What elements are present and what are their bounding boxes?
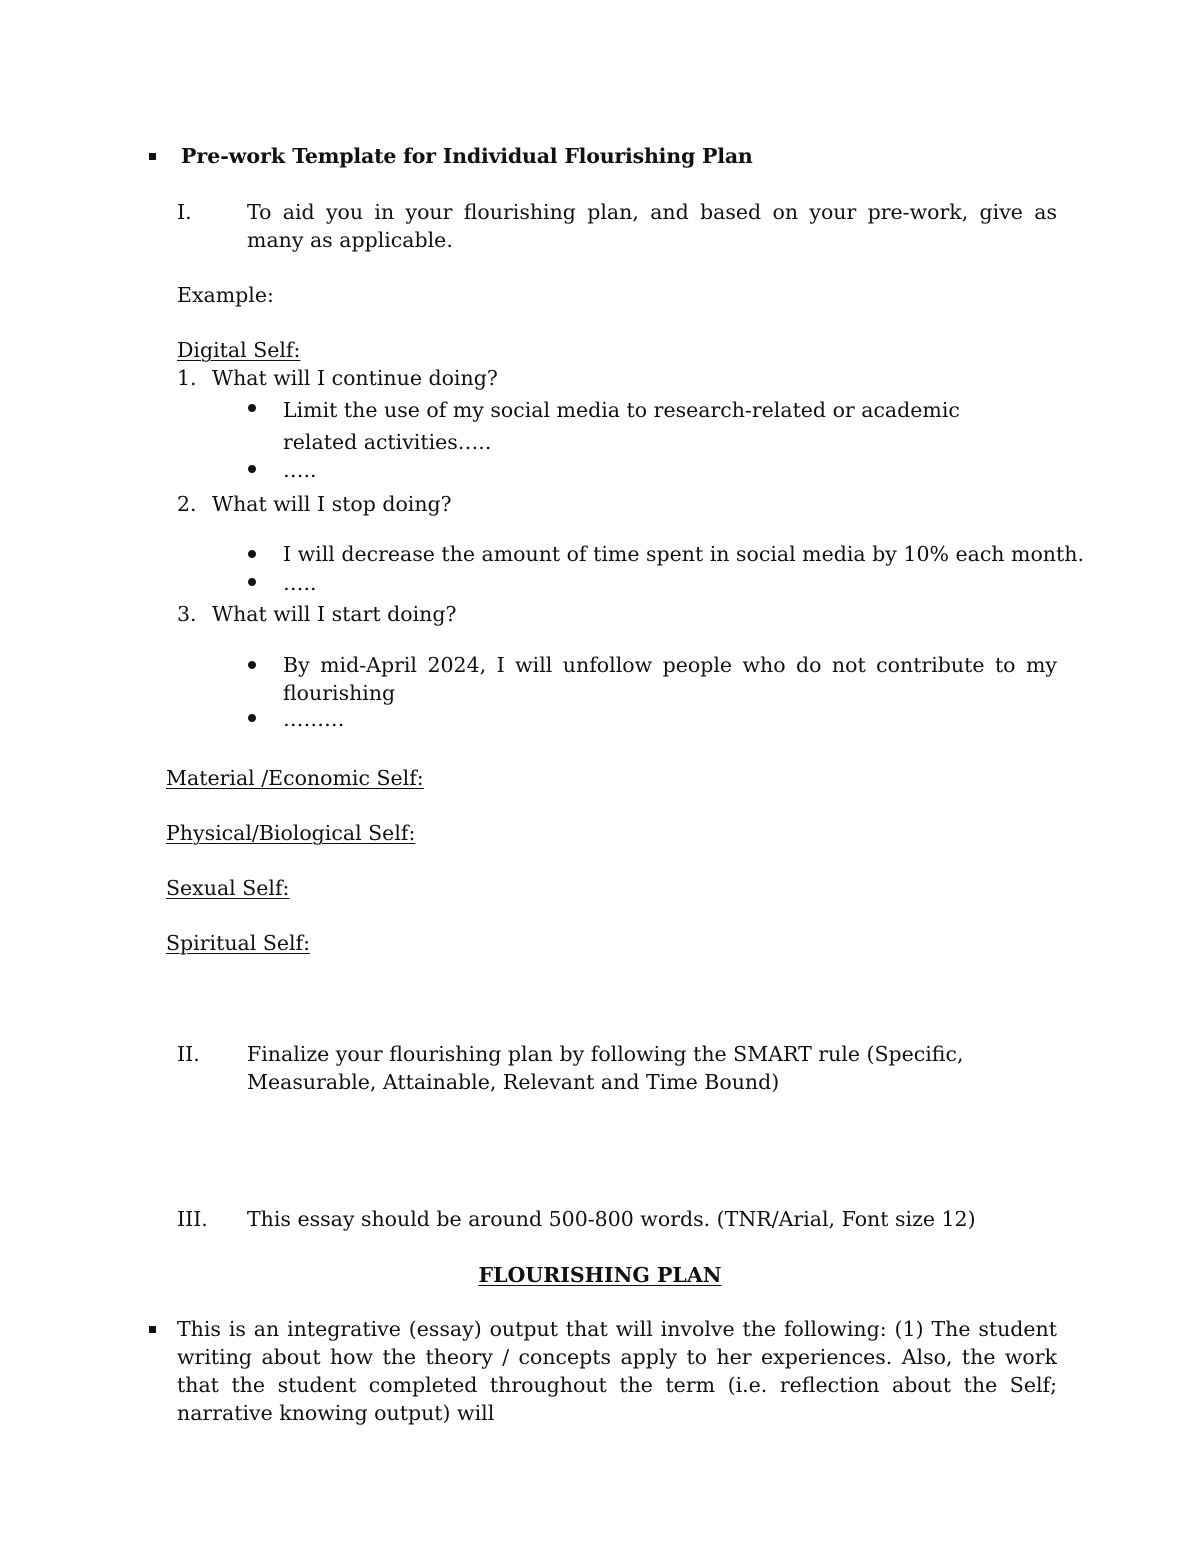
bullet-icon [248, 578, 256, 586]
question-text: What will I continue doing? [212, 366, 498, 390]
self-heading-physical: Physical/Biological Self: [166, 821, 416, 845]
self-heading-material: Material /Economic Self: [166, 766, 424, 790]
bullet-icon [248, 661, 256, 669]
question-text: What will I stop doing? [212, 492, 452, 516]
square-bullet-icon [149, 153, 156, 160]
bullet-icon [248, 714, 256, 722]
bullet-icon [248, 465, 256, 473]
header-title: Template for Individual Flourishing Plan [292, 144, 753, 168]
header-prefix: Pre-work [181, 144, 293, 168]
bullet-text: I will decrease the amount of time spent in social media by 10% each month. [283, 542, 1084, 566]
example-label: Example: [177, 283, 274, 307]
square-bullet-icon [149, 1326, 156, 1333]
bullet-icon [248, 404, 256, 412]
item-text: Finalize your flourishing plan by following the SMART rule (Specific, Measurable, Attainable, Relevant and Time Bound) [247, 1042, 964, 1094]
item-text: This essay should be around 500-800 words. (TNR/Arial, Font size 12) [247, 1207, 976, 1231]
item-number: III. [177, 1207, 208, 1231]
digital-self-heading: Digital Self: [177, 338, 301, 362]
bullet-icon [248, 550, 256, 558]
bullet-text: ….. [283, 458, 317, 482]
bullet-text: ….. [283, 571, 317, 595]
item-number: II. [177, 1042, 200, 1066]
question-number: 3. [177, 602, 197, 626]
bullet-text: Limit the use of my social media to research-related or academic related activities….. [283, 398, 960, 454]
question-text: What will I start doing? [212, 602, 457, 626]
question-number: 1. [177, 366, 197, 390]
item-text: To aid you in your flourishing plan, and based on your pre-work, give as many as applicable. [247, 200, 1057, 252]
self-heading-sexual: Sexual Self: [166, 876, 290, 900]
essay-paragraph: This is an integrative (essay) output that will involve the following: (1) The student writing about how the theory / concepts apply to her experiences. Also, the work that the student completed throughout the term (i.e. reflection about the Self; narrative knowing output) will [177, 1317, 1057, 1425]
template-header [181, 142, 753, 170]
bullet-text: ……… [283, 707, 345, 731]
item-number: I. [177, 200, 192, 224]
self-heading-spiritual: Spiritual Self: [166, 931, 311, 955]
question-number: 2. [177, 492, 197, 516]
bullet-text: By mid-April 2024, I will unfollow people who do not contribute to my flourishing [283, 653, 1057, 705]
section-title: FLOURISHING PLAN [478, 1263, 722, 1287]
